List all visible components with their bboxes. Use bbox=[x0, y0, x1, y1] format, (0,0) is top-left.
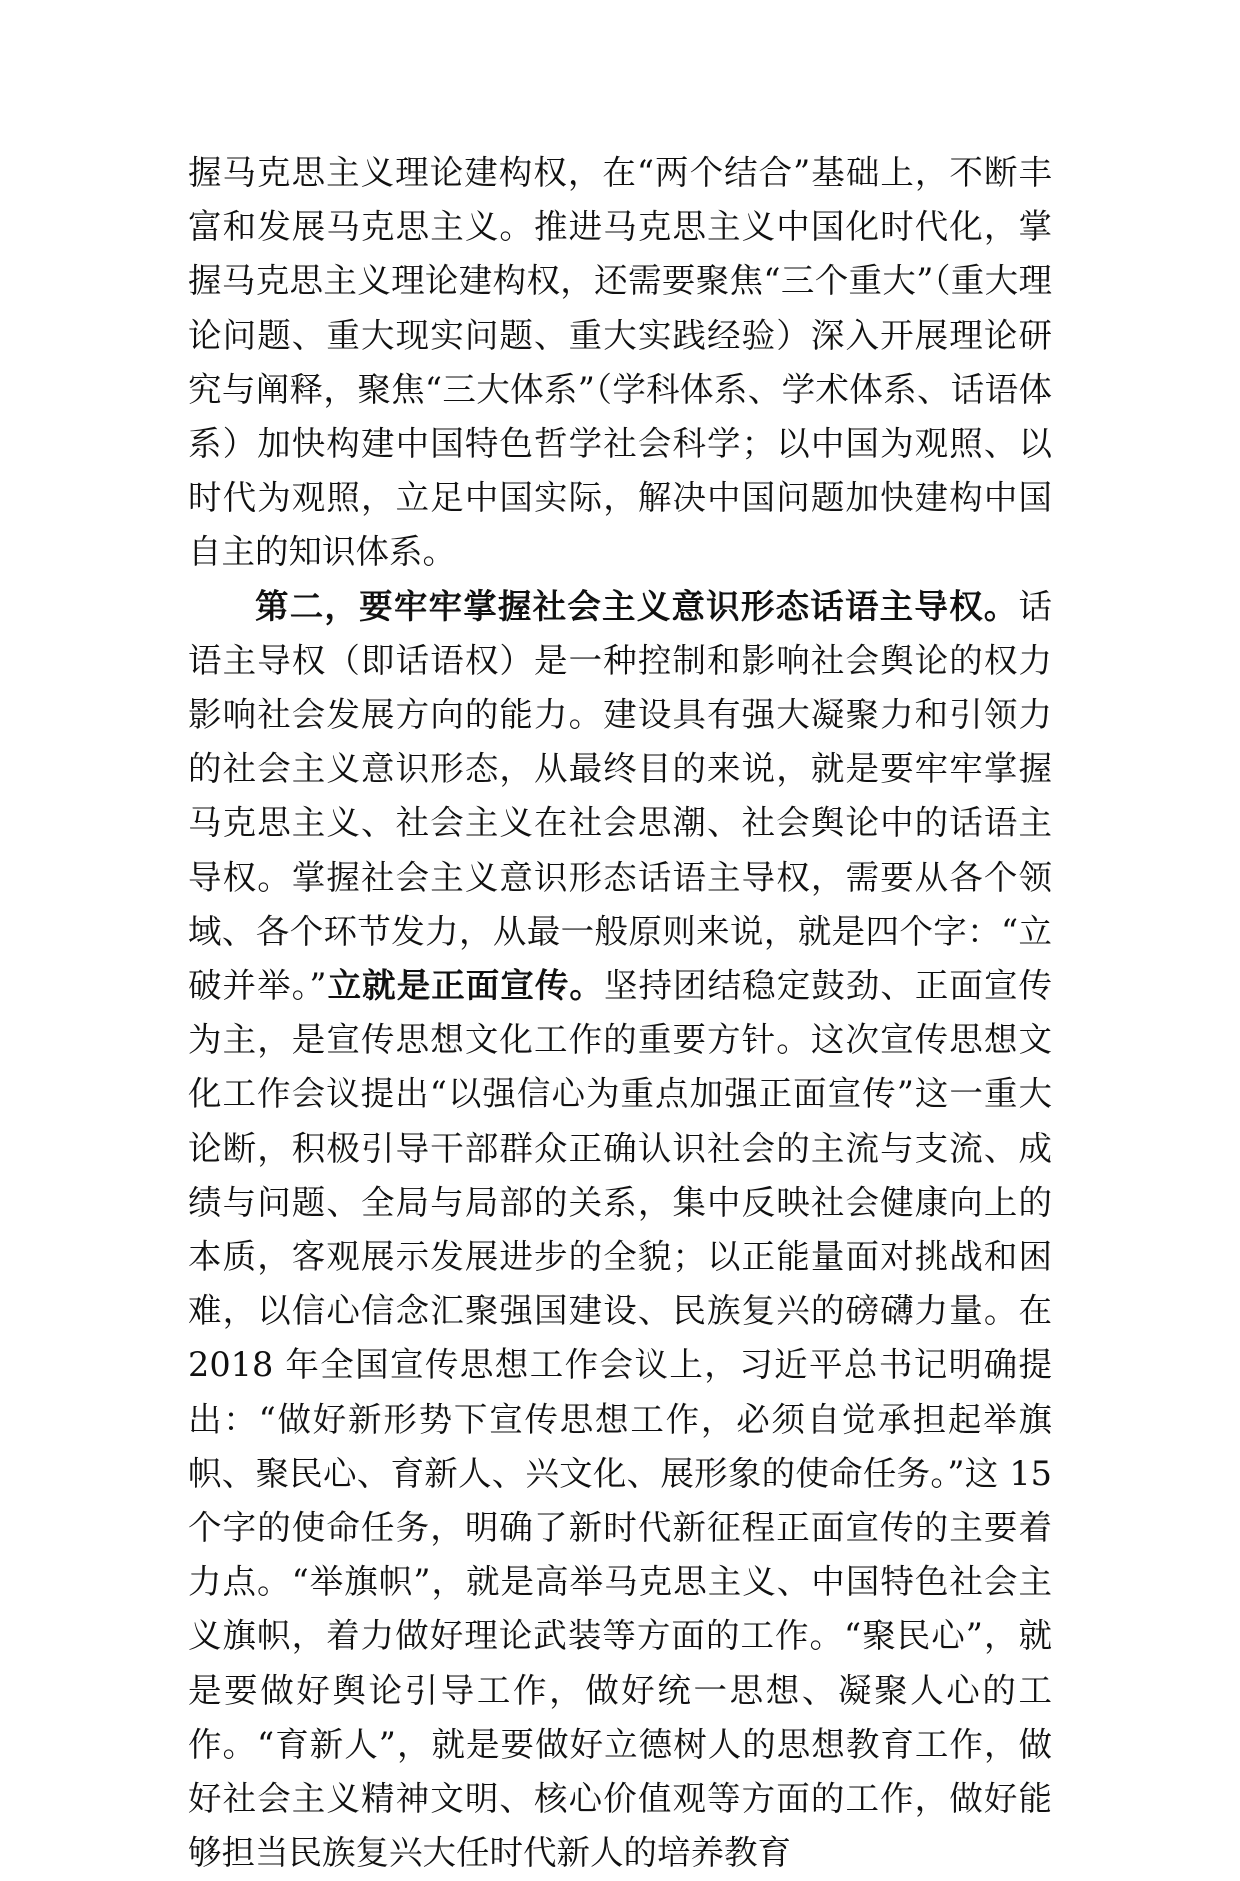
paragraph-second-point bbox=[188, 580, 1052, 1881]
sub-heading: 立就是正面宣传。 bbox=[326, 966, 604, 1006]
paragraph-continuation: 握马克思主义理论建构权，在“两个结合”基础上，不断丰富和发展马克思主义。推进马克思主义中国化时代化，掌握马克思主义理论建构权，还需要聚焦“三个重大”（重大理论问题、重大现实问题、重大实践经验）深入开展理论研究与阐释，聚焦“三大体系”（学科体系、学术体系、话语体系）加快构建中国特色哲学社会科学；以中国为观照、以时代为观照，立足中国实际，解决中国问题加快建构中国自主的知识体系。 bbox=[188, 153, 1052, 572]
document-page bbox=[188, 146, 1052, 1881]
section-heading: 第二，要牢牢掌握社会主义意识形态话语主导权。 bbox=[255, 586, 1019, 626]
paragraph-text: 话语主导权（即话语权）是一种控制和影响社会舆论的权力影响社会发展方向的能力。建设具有强大凝聚力和引领力的社会主义意识形态，从最终目的来说，就是要牢牢掌握马克思主义、社会主义在社会思潮、社会舆论中的话语主导权。掌握社会主义意识形态话语主导权，需要从各个领域、各个环节发力，从最一般原则来说，就是四个字：“立破并举。” bbox=[188, 586, 1052, 1006]
paragraph-text-continued: 坚持团结稳定鼓劲、正面宣传为主，是宣传思想文化工作的重要方针。这次宣传思想文化工作会议提出“以强信心为重点加强正面宣传”这一重大论断，积极引导干部群众正确认识社会的主流与支流、成绩与问题、全局与局部的关系，集中反映社会健康向上的本质，客观展示发展进步的全貌；以正能量面对挑战和困难，以信心信念汇聚强国建设、民族复兴的磅礴力量。在 2018 年全国宣传思想工作会议上，习近平总书记明确提出：“做好新形势下宣传思想工作，必须自觉承担起举旗帜、聚民心、育新人、兴文化、展形象的使命任务。”这 15 个字的使命任务，明确了新时代新征程正面宣传的主要着力点。“举旗帜”，就是高举马克思主义、中国特色社会主义旗帜，着力做好理论武装等方面的工作。“聚民心”，就是要做好舆论引导工作，做好统一思想、凝聚人心的工作。“育新人”，就是要做好立德树人的思想教育工作，做好社会主义精神文明、核心价值观等方面的工作，做好能够担当民族复兴大任时代新人的培养教育 bbox=[188, 966, 1053, 1873]
